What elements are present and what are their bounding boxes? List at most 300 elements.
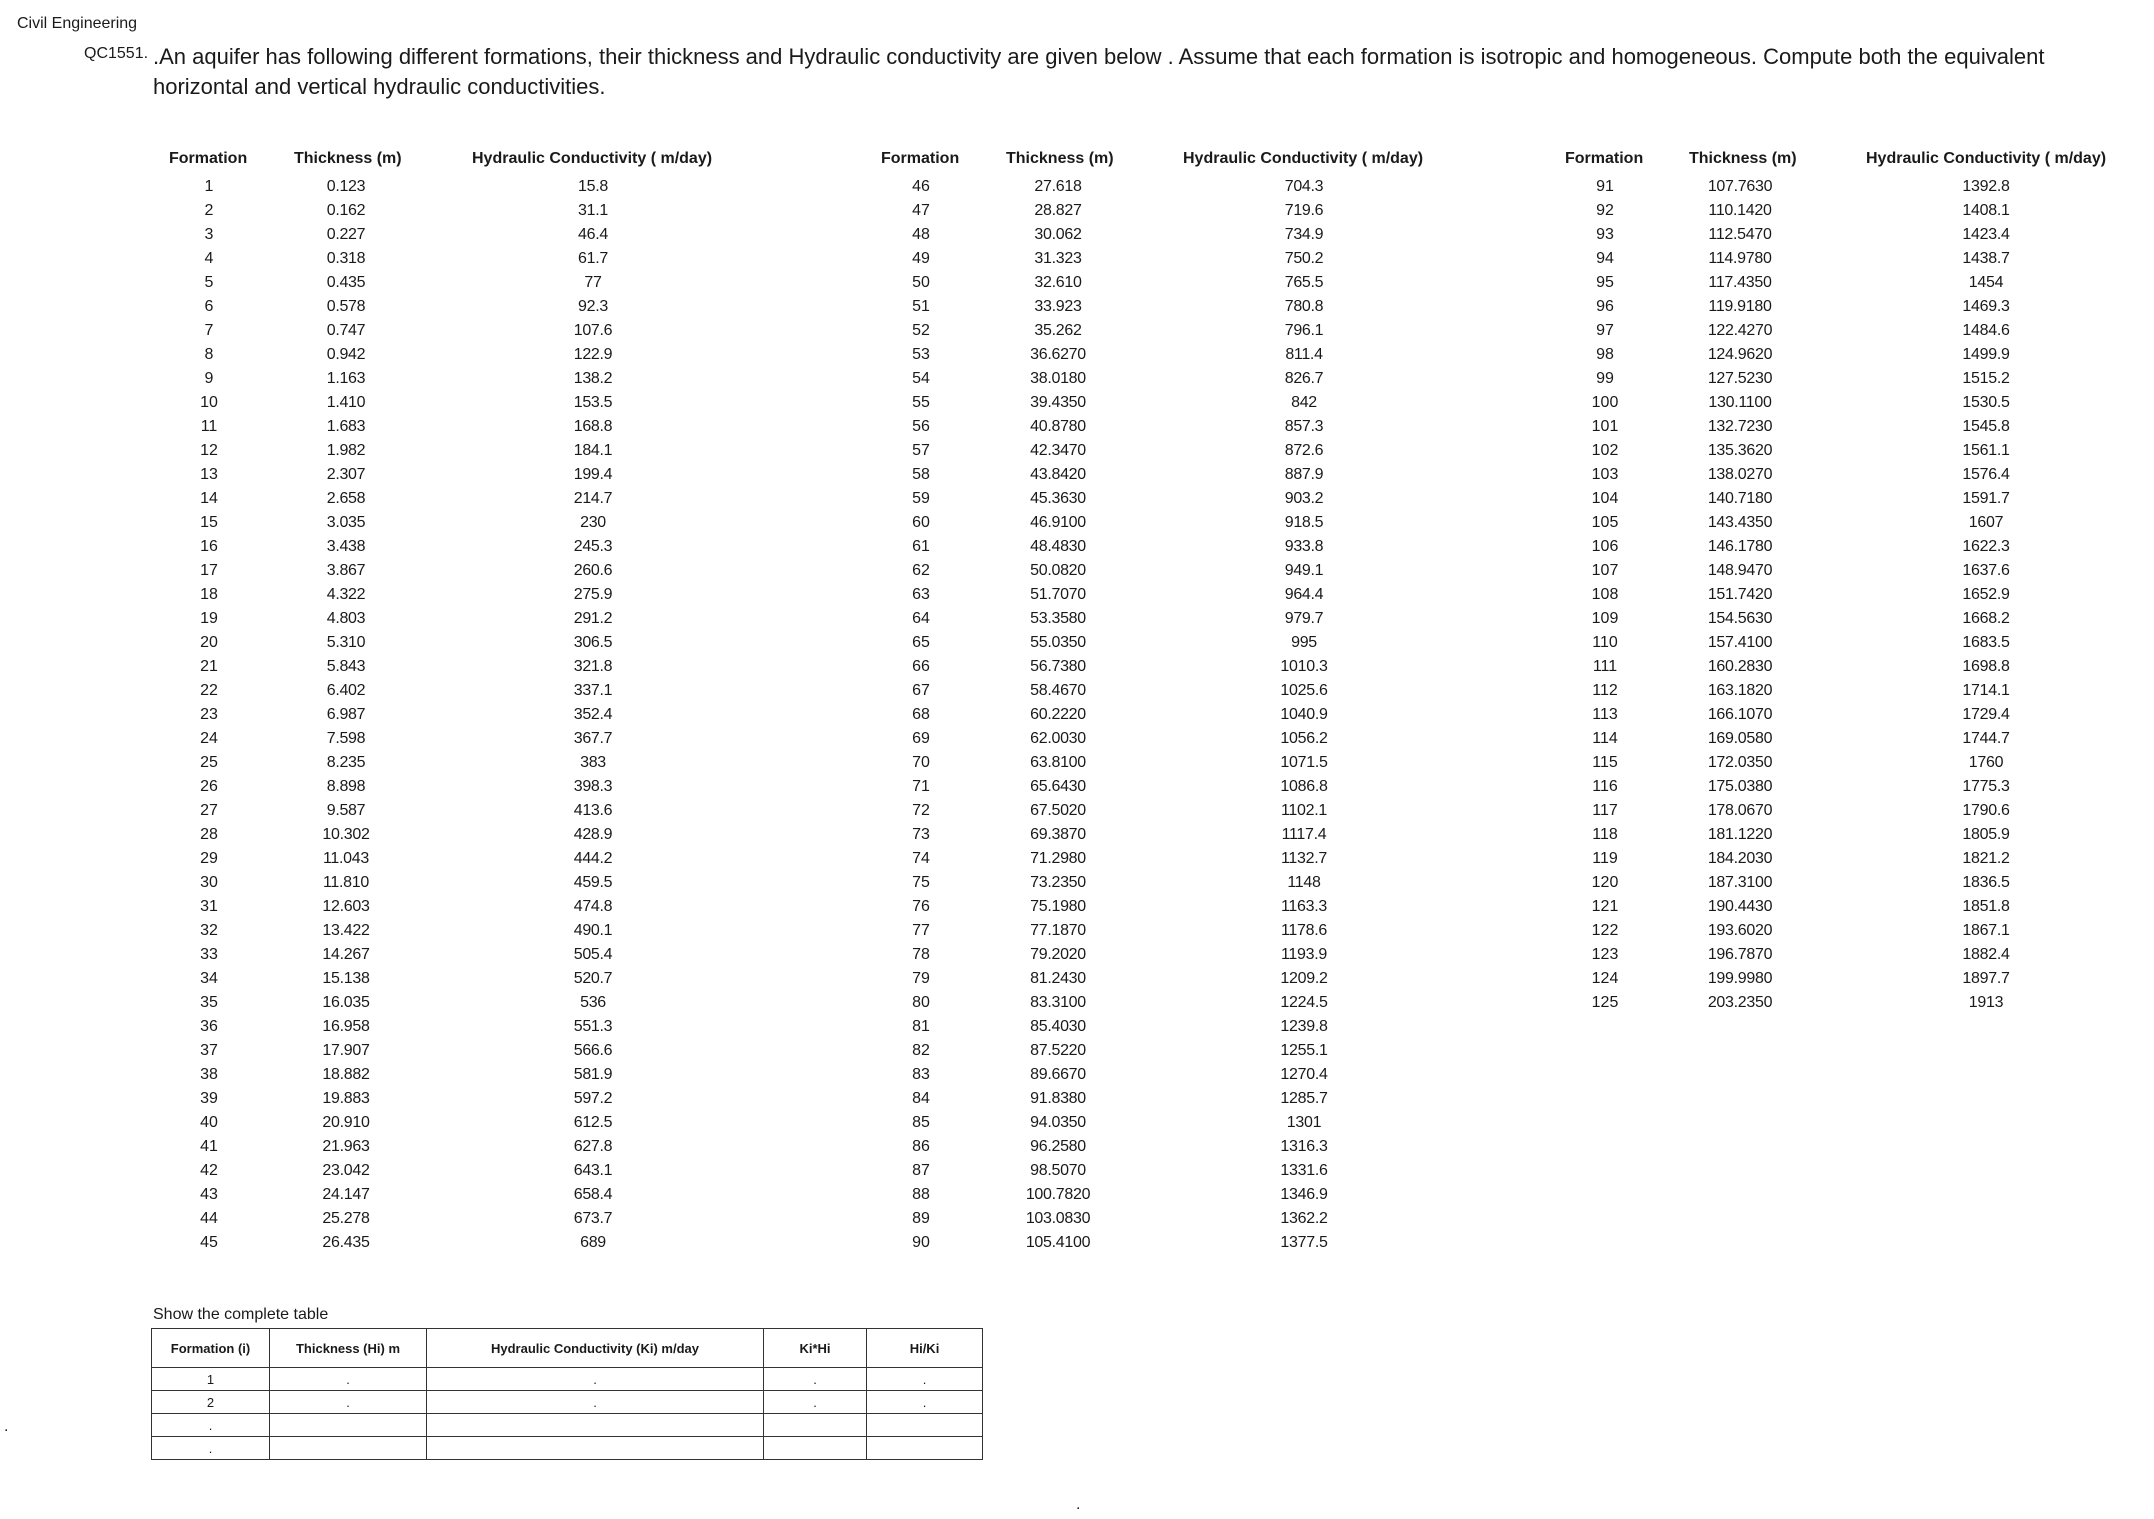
table-cell: 0.318 xyxy=(326,250,366,267)
table-cell[interactable] xyxy=(427,1414,764,1437)
table-cell: 40 xyxy=(200,1114,218,1131)
table-cell: 60 xyxy=(912,514,930,531)
table-cell: 61.7 xyxy=(578,250,608,267)
table-cell[interactable] xyxy=(270,1437,427,1460)
thickness-header: Thickness (m) xyxy=(294,150,402,167)
table-cell: 872.6 xyxy=(1284,442,1324,459)
table-cell: 1117.4 xyxy=(1281,826,1327,843)
table-cell: 5.843 xyxy=(326,658,366,675)
table-cell: 87.5220 xyxy=(1030,1042,1086,1059)
table-cell: 505.4 xyxy=(573,946,613,963)
table-cell: 83 xyxy=(912,1066,930,1083)
formation-column xyxy=(1575,175,1635,1015)
thickness-column xyxy=(1008,175,1108,1255)
table-cell: 84 xyxy=(912,1090,930,1107)
table-cell: 352.4 xyxy=(573,706,613,723)
table-cell: 60.2220 xyxy=(1030,706,1086,723)
table-cell: 34 xyxy=(200,970,218,987)
table-cell: 291.2 xyxy=(573,610,613,627)
table-cell: 811.4 xyxy=(1285,346,1323,363)
table-cell: 124 xyxy=(1591,970,1619,987)
table-cell: 17 xyxy=(200,562,218,579)
table-cell: 673.7 xyxy=(573,1210,613,1227)
table-cell: 58 xyxy=(912,466,930,483)
table-cell: 71.2980 xyxy=(1030,850,1086,867)
table-cell: 114.9780 xyxy=(1708,250,1772,267)
table-cell: 1193.9 xyxy=(1281,946,1327,963)
table-cell: 245.3 xyxy=(573,538,613,555)
table-cell: 0.942 xyxy=(326,346,366,363)
table-cell: 842 xyxy=(1291,394,1317,411)
formation-header: Formation xyxy=(881,150,960,167)
table-cell: 163.1820 xyxy=(1707,682,1773,699)
table-cell: 46 xyxy=(912,178,930,195)
table-cell: 27 xyxy=(200,802,218,819)
table-cell: 122.4270 xyxy=(1707,322,1773,339)
table-cell: 30.062 xyxy=(1034,226,1082,243)
table-cell: 203.2350 xyxy=(1707,994,1773,1011)
table-cell: 78 xyxy=(912,946,930,963)
table-cell: 5.310 xyxy=(326,634,366,651)
table-cell: 1607 xyxy=(1968,514,2004,531)
table-cell: 1622.3 xyxy=(1962,538,2010,555)
table-cell: 444.2 xyxy=(573,850,613,867)
table-cell: 116 xyxy=(1592,778,1618,795)
table-cell: 1.410 xyxy=(326,394,366,411)
table-cell: 9 xyxy=(204,370,214,387)
table-cell: 964.4 xyxy=(1284,586,1324,603)
table-cell: 39.4350 xyxy=(1030,394,1086,411)
table-cell: 383 xyxy=(580,754,606,771)
formation-header: Formation xyxy=(169,150,248,167)
table-cell: 428.9 xyxy=(573,826,613,843)
table-cell: 46.4 xyxy=(578,226,608,243)
answer-table-header-row xyxy=(152,1329,983,1368)
table-cell: 86 xyxy=(912,1138,930,1155)
table-cell: 1056.2 xyxy=(1280,730,1328,747)
table-cell: 1025.6 xyxy=(1280,682,1328,699)
table-cell: 413.6 xyxy=(573,802,613,819)
table-cell: 719.6 xyxy=(1284,202,1324,219)
table-cell: 1086.8 xyxy=(1280,778,1328,795)
table-cell[interactable]: . xyxy=(152,1437,270,1460)
table-cell: 1148 xyxy=(1287,874,1321,891)
table-cell: 45 xyxy=(200,1234,218,1251)
table-cell: 1805.9 xyxy=(1962,826,2010,843)
table-cell: 32.610 xyxy=(1034,274,1082,291)
table-cell: 1698.8 xyxy=(1962,658,2010,675)
table-cell[interactable]: . xyxy=(152,1414,270,1437)
table-cell: 153.5 xyxy=(573,394,613,411)
table-cell: 178.0670 xyxy=(1707,802,1773,819)
table-cell: 117.4350 xyxy=(1708,274,1772,291)
table-cell: 19.883 xyxy=(322,1090,370,1107)
table-cell: 64 xyxy=(912,610,930,627)
table-cell[interactable]: . xyxy=(867,1391,983,1414)
table-cell: 50.0820 xyxy=(1030,562,1086,579)
subject-label: Civil Engineering xyxy=(17,15,138,32)
table-cell: 56.7380 xyxy=(1030,658,1086,675)
table-cell: 151.7420 xyxy=(1707,586,1773,603)
table-cell: 102 xyxy=(1591,442,1619,459)
table-cell: 1545.8 xyxy=(1962,418,2010,435)
table-cell: 120 xyxy=(1591,874,1619,891)
table-cell: 169.0580 xyxy=(1707,730,1773,747)
conductivity-column xyxy=(543,175,643,1255)
table-cell: 4.322 xyxy=(326,586,366,603)
table-cell: 8 xyxy=(204,346,214,363)
table-row xyxy=(152,1414,983,1437)
table-cell: 40.8780 xyxy=(1030,418,1086,435)
table-cell: 196.7870 xyxy=(1707,946,1773,963)
table-cell: 3.035 xyxy=(326,514,366,531)
table-cell: 121 xyxy=(1591,898,1619,915)
table-cell: 1499.9 xyxy=(1962,346,2010,363)
table-cell: 28.827 xyxy=(1034,202,1082,219)
table-cell: 1454 xyxy=(1968,274,2004,291)
table-cell: 62 xyxy=(912,562,930,579)
table-cell: 36 xyxy=(200,1018,218,1035)
table-cell: 118 xyxy=(1592,826,1618,843)
table-cell: 1132.7 xyxy=(1281,850,1327,867)
table-cell: 1163.3 xyxy=(1281,898,1327,915)
header-conductivity: Hydraulic Conductivity (Ki) m/day xyxy=(427,1329,764,1368)
table-cell: 979.7 xyxy=(1284,610,1324,627)
table-cell: 67.5020 xyxy=(1030,802,1086,819)
table-cell: 166.1070 xyxy=(1707,706,1773,723)
table-cell: 1362.2 xyxy=(1280,1210,1328,1227)
table-cell: 70 xyxy=(912,754,930,771)
table-cell[interactable]: . xyxy=(867,1368,983,1391)
table-cell: 124.9620 xyxy=(1707,346,1773,363)
table-cell: 98 xyxy=(1596,346,1614,363)
table-cell: 199.9980 xyxy=(1707,970,1773,987)
table-cell: 1423.4 xyxy=(1962,226,2010,243)
table-cell: 112 xyxy=(1592,682,1618,699)
table-cell: 107.6 xyxy=(573,322,613,339)
table-cell[interactable]: 2 xyxy=(152,1391,270,1414)
table-cell: 19 xyxy=(200,610,218,627)
table-cell: 50 xyxy=(912,274,930,291)
table-cell: 89 xyxy=(912,1210,930,1227)
question-text: .An aquifer has following different formations, their thickness and Hydraulic conductivity are given below . Assume that each formation is isotropic and homogeneous. Compute both the equivalent horizontal and vertical hydraulic conductivities. xyxy=(153,44,2045,99)
table-cell: 79.2020 xyxy=(1030,946,1086,963)
question-id: QC1551. xyxy=(84,45,149,62)
table-cell: 704.3 xyxy=(1284,178,1324,195)
table-cell: 6 xyxy=(204,298,214,315)
table-cell: 21.963 xyxy=(322,1138,370,1155)
table-cell: 0.227 xyxy=(326,226,366,243)
table-cell[interactable] xyxy=(270,1414,427,1437)
table-cell: 52 xyxy=(912,322,930,339)
table-cell: 1775.3 xyxy=(1962,778,2010,795)
table-cell: 1316.3 xyxy=(1280,1138,1328,1155)
table-cell: 69.3870 xyxy=(1030,826,1086,843)
table-cell: 16.035 xyxy=(322,994,370,1011)
table-cell: 1729.4 xyxy=(1962,706,2010,723)
table-cell: 18 xyxy=(200,586,218,603)
table-cell: 887.9 xyxy=(1284,466,1324,483)
table-cell: 31 xyxy=(200,898,218,915)
table-cell: 4 xyxy=(204,250,214,267)
table-cell: 1331.6 xyxy=(1280,1162,1328,1179)
table-cell: 175.0380 xyxy=(1707,778,1773,795)
table-cell: 160.2830 xyxy=(1707,658,1773,675)
thickness-header: Thickness (m) xyxy=(1006,150,1114,167)
table-cell: 55 xyxy=(912,394,930,411)
table-cell: 99 xyxy=(1596,370,1614,387)
table-cell: 199.4 xyxy=(573,466,613,483)
table-cell: 17.907 xyxy=(322,1042,370,1059)
table-cell: 0.162 xyxy=(326,202,366,219)
table-cell: 63.8100 xyxy=(1030,754,1086,771)
table-cell: 105 xyxy=(1591,514,1619,531)
table-cell: 73.2350 xyxy=(1030,874,1086,891)
table-cell: 49 xyxy=(912,250,930,267)
answer-table xyxy=(151,1328,983,1460)
table-cell: 24.147 xyxy=(322,1186,370,1203)
table-cell: 63 xyxy=(912,586,930,603)
table-cell: 26.435 xyxy=(322,1234,370,1251)
table-cell: 76 xyxy=(912,898,930,915)
table-cell: 123 xyxy=(1591,946,1619,963)
table-cell: 1392.8 xyxy=(1962,178,2010,195)
table-cell: 551.3 xyxy=(573,1018,613,1035)
table-cell: 112.5470 xyxy=(1708,226,1772,243)
table-cell: 1714.1 xyxy=(1962,682,2010,699)
table-cell: 87 xyxy=(912,1162,930,1179)
table-cell: 1561.1 xyxy=(1962,442,2010,459)
table-cell: 25 xyxy=(200,754,218,771)
table-cell: 103.0830 xyxy=(1025,1210,1091,1227)
table-cell: 57 xyxy=(912,442,930,459)
table-cell: 43 xyxy=(200,1186,218,1203)
table-cell: 43.8420 xyxy=(1030,466,1086,483)
conductivity-column xyxy=(1936,175,2036,1015)
table-cell: 66 xyxy=(912,658,930,675)
table-cell: 168.8 xyxy=(573,418,613,435)
table-cell: 10.302 xyxy=(322,826,370,843)
table-row xyxy=(152,1437,983,1460)
table-cell: 7.598 xyxy=(326,730,366,747)
table-cell: 10 xyxy=(200,394,218,411)
table-cell: 15.8 xyxy=(578,178,608,195)
table-cell: 85 xyxy=(912,1114,930,1131)
table-cell: 1760 xyxy=(1968,754,2004,771)
table-cell: 46.9100 xyxy=(1030,514,1086,531)
table-cell: 1270.4 xyxy=(1280,1066,1328,1083)
table-cell: 65 xyxy=(912,634,930,651)
table-cell[interactable]: . xyxy=(764,1368,867,1391)
table-cell[interactable] xyxy=(867,1414,983,1437)
table-cell: 98.5070 xyxy=(1030,1162,1086,1179)
table-cell: 83.3100 xyxy=(1030,994,1086,1011)
table-cell: 14.267 xyxy=(322,946,370,963)
table-cell: 65.6430 xyxy=(1030,778,1086,795)
table-cell: 903.2 xyxy=(1284,490,1324,507)
table-cell[interactable]: . xyxy=(427,1391,764,1414)
table-cell: 321.8 xyxy=(573,658,613,675)
table-cell: 130.1100 xyxy=(1708,394,1772,411)
table-cell: 51 xyxy=(912,298,930,315)
table-cell: 3.438 xyxy=(326,538,366,555)
formation-column xyxy=(179,175,239,1255)
table-cell: 143.4350 xyxy=(1707,514,1773,531)
table-cell: 1882.4 xyxy=(1962,946,2010,963)
table-cell: 1913 xyxy=(1968,994,2004,1011)
table-cell: 20 xyxy=(200,634,218,651)
table-cell: 96 xyxy=(1596,298,1614,315)
table-cell: 1255.1 xyxy=(1280,1042,1328,1059)
table-cell: 85.4030 xyxy=(1030,1018,1086,1035)
table-cell: 82 xyxy=(912,1042,930,1059)
table-cell: 92 xyxy=(1596,202,1614,219)
table-cell: 14 xyxy=(200,490,218,507)
table-cell: 1071.5 xyxy=(1280,754,1328,771)
table-cell[interactable] xyxy=(867,1437,983,1460)
conductivity-column xyxy=(1254,175,1354,1255)
table-cell: 1438.7 xyxy=(1962,250,2010,267)
table-cell: 1821.2 xyxy=(1962,850,2010,867)
table-cell: 1346.9 xyxy=(1280,1186,1328,1203)
table-cell: 1530.5 xyxy=(1962,394,2010,411)
table-cell: 796.1 xyxy=(1284,322,1324,339)
table-cell: 92.3 xyxy=(578,298,608,315)
table-cell: 44 xyxy=(200,1210,218,1227)
table-cell: 117 xyxy=(1592,802,1618,819)
table-cell: 56 xyxy=(912,418,930,435)
table-cell: 69 xyxy=(912,730,930,747)
table-cell: 148.9470 xyxy=(1707,562,1773,579)
table-cell: 81.2430 xyxy=(1030,970,1086,987)
table-cell: 114 xyxy=(1592,730,1618,747)
table-cell: 1239.8 xyxy=(1280,1018,1328,1035)
table-cell: 933.8 xyxy=(1284,538,1324,555)
table-cell: 36.6270 xyxy=(1030,346,1086,363)
conductivity-header: Hydraulic Conductivity ( m/day) xyxy=(1866,150,2107,167)
table-cell: 1209.2 xyxy=(1280,970,1328,987)
table-cell: 24 xyxy=(200,730,218,747)
table-cell: 113 xyxy=(1592,706,1618,723)
table-cell: 1668.2 xyxy=(1962,610,2010,627)
formation-header: Formation xyxy=(1565,150,1644,167)
table-cell: 91.8380 xyxy=(1030,1090,1086,1107)
table-cell: 26 xyxy=(200,778,218,795)
table-cell: 62.0030 xyxy=(1030,730,1086,747)
table-cell: 48.4830 xyxy=(1030,538,1086,555)
table-cell: 94 xyxy=(1596,250,1614,267)
table-cell: 77 xyxy=(912,922,930,939)
table-cell[interactable]: . xyxy=(427,1368,764,1391)
table-cell: 31.323 xyxy=(1034,250,1082,267)
table-cell: 94.0350 xyxy=(1030,1114,1086,1131)
header-formation: Formation (i) xyxy=(152,1329,270,1368)
table-cell: 5 xyxy=(204,274,214,291)
table-cell: 29 xyxy=(200,850,218,867)
table-cell: 100.7820 xyxy=(1025,1186,1091,1203)
table-cell[interactable] xyxy=(427,1437,764,1460)
table-cell: 1469.3 xyxy=(1962,298,2010,315)
table-cell: 398.3 xyxy=(573,778,613,795)
table-row xyxy=(152,1391,983,1414)
table-cell: 184.1 xyxy=(573,442,613,459)
table-cell: 1836.5 xyxy=(1962,874,2010,891)
table-cell: 1224.5 xyxy=(1280,994,1328,1011)
conductivity-header: Hydraulic Conductivity ( m/day) xyxy=(1183,150,1424,167)
table-cell: 100 xyxy=(1591,394,1619,411)
table-cell: 95 xyxy=(1596,274,1614,291)
table-cell: 1.982 xyxy=(326,442,366,459)
table-cell: 918.5 xyxy=(1284,514,1324,531)
table-cell: 8.898 xyxy=(326,778,366,795)
table-cell: 1010.3 xyxy=(1280,658,1328,675)
table-cell: 68 xyxy=(912,706,930,723)
table-cell: 0.435 xyxy=(326,274,366,291)
table-cell: 2 xyxy=(204,202,214,219)
table-cell: 0.747 xyxy=(326,322,366,339)
table-cell: 140.7180 xyxy=(1707,490,1773,507)
table-cell: 4.803 xyxy=(326,610,366,627)
table-cell: 214.7 xyxy=(573,490,613,507)
table-cell: 15 xyxy=(200,514,218,531)
table-cell: 51.7070 xyxy=(1030,586,1086,603)
table-cell: 59 xyxy=(912,490,930,507)
header-thickness: Thickness (Hi) m xyxy=(270,1329,427,1368)
table-cell: 135.3620 xyxy=(1707,442,1773,459)
table-cell[interactable]: . xyxy=(270,1368,427,1391)
table-cell: 15.138 xyxy=(322,970,370,987)
table-cell: 79 xyxy=(912,970,930,987)
table-cell: 146.1780 xyxy=(1707,538,1773,555)
table-cell: 61 xyxy=(912,538,930,555)
table-cell: 73 xyxy=(912,826,930,843)
table-cell: 260.6 xyxy=(573,562,613,579)
stray-mark: . xyxy=(1076,1496,1081,1513)
table-cell: 42.3470 xyxy=(1030,442,1086,459)
table-cell: 80 xyxy=(912,994,930,1011)
table-cell[interactable] xyxy=(764,1414,867,1437)
table-cell: 857.3 xyxy=(1284,418,1324,435)
table-cell: 127.5230 xyxy=(1707,370,1773,387)
table-cell: 33.923 xyxy=(1034,298,1082,315)
table-cell[interactable]: . xyxy=(270,1391,427,1414)
table-cell: 1851.8 xyxy=(1962,898,2010,915)
table-cell: 97 xyxy=(1596,322,1614,339)
table-cell: 520.7 xyxy=(573,970,613,987)
table-cell: 138.2 xyxy=(573,370,613,387)
table-cell: 612.5 xyxy=(573,1114,613,1131)
table-cell: 765.5 xyxy=(1284,274,1324,291)
table-cell: 111 xyxy=(1592,658,1618,675)
table-cell: 53.3580 xyxy=(1030,610,1086,627)
table-cell: 0.123 xyxy=(326,178,366,195)
table-cell: 1591.7 xyxy=(1962,490,2010,507)
table-cell: 995 xyxy=(1291,634,1317,651)
header-ki-hi: Ki*Hi xyxy=(764,1329,867,1368)
table-cell: 55.0350 xyxy=(1030,634,1086,651)
table-cell[interactable]: 1 xyxy=(152,1368,270,1391)
table-cell: 89.6670 xyxy=(1030,1066,1086,1083)
table-cell: 581.9 xyxy=(573,1066,613,1083)
table-cell: 275.9 xyxy=(573,586,613,603)
table-cell[interactable]: . xyxy=(764,1391,867,1414)
table-cell: 35 xyxy=(200,994,218,1011)
table-cell[interactable] xyxy=(764,1437,867,1460)
table-cell: 11 xyxy=(200,418,218,435)
table-cell: 193.6020 xyxy=(1707,922,1773,939)
table-cell: 13 xyxy=(200,466,218,483)
table-cell: 1.683 xyxy=(326,418,366,435)
